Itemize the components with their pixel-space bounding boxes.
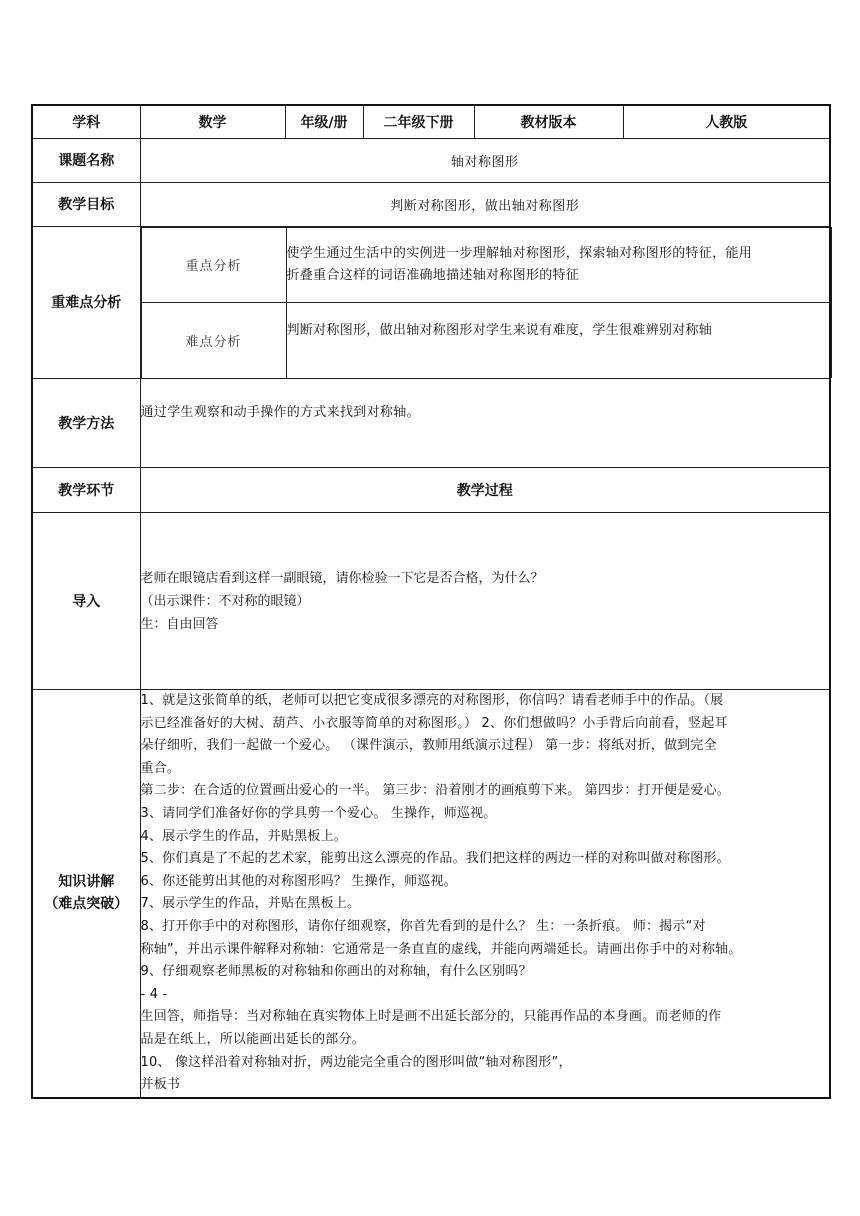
knowledge-line: 第二步：在合适的位置画出爱心的一半。 第三步：沿着刚才的画痕剪下来。 第四步：打开便是爱心。 [140,783,730,799]
header-row [32,105,830,138]
knowledge-label [32,690,140,1098]
subject-label: 学科 [32,105,140,138]
goal-value: 判断对称图形，做出轴对称图形 [140,182,830,226]
knowledge-line: 4、展示学生的作品，并贴黑板上。 [140,828,347,844]
topic-value: 轴对称图形 [140,138,830,182]
intro-line: （出示课件：不对称的眼镜） [140,593,310,609]
topic-row [32,138,830,182]
key-point-label: 重点分析 [141,227,286,302]
analysis-label: 重难点分析 [32,226,140,379]
difficulty-text: 判断对称图形，做出轴对称图形对学生来说有难度，学生很难辨别对称轴 [286,302,831,378]
knowledge-line: 朵仔细听，我们一起做一个爱心。 （课件演示，教师用纸演示过程） 第一步：将纸对折，做到完全 [140,738,717,754]
knowledge-label-line1: 知识讲解 [58,874,115,891]
knowledge-content [140,690,830,1098]
key-point-text [286,227,831,302]
topic-label: 课题名称 [32,138,140,182]
intro-line: 老师在眼镜店看到这样一副眼镜，请你检验一下它是否合格，为什么？ [140,570,544,586]
analysis-row [32,226,830,379]
edition-label: 教材版本 [474,105,623,138]
method-label: 教学方法 [32,379,140,468]
knowledge-line: 5、你们真是了不起的艺术家，能剪出这么漂亮的作品。我们把这样的两边一样的对称叫做对称图形。 [140,851,730,867]
grade-value: 二年级下册 [363,105,474,138]
difficulty-label: 难点分析 [141,302,286,378]
intro-label: 导入 [32,513,140,690]
knowledge-line: 并板书 [140,1077,181,1093]
goal-label: 教学目标 [32,182,140,226]
page-number: - 4 - [140,986,168,1002]
lesson-plan-table [31,104,831,1099]
edition-value: 人教版 [623,105,830,138]
knowledge-line: 示已经准备好的大树、葫芦、小衣服等简单的对称图形。） 2、你们想做吗？小手背后向前看，竖起耳 [140,715,728,731]
subject-value: 数学 [140,105,285,138]
knowledge-line: 8、打开你手中的对称图形，请你仔细观察，你首先看到的是什么？ 生：一条折痕。 师：揭示“对 [140,918,706,934]
knowledge-line: 3、请同学们准备好你的学具剪一个爱心。 生操作，师巡视。 [140,805,497,821]
goal-row [32,182,830,226]
knowledge-line: 9、仔细观察老师黑板的对称轴和你画出的对称轴，有什么区别吗？ [140,964,532,980]
key-point-line-1: 使学生通过生活中的实例进一步理解轴对称图形，探索轴对称图形的特征，能用 [286,245,753,261]
knowledge-row [32,690,830,1098]
method-value: 通过学生观察和动手操作的方式来找到对称轴。 [140,379,830,468]
process-header-row [32,468,830,513]
process-label: 教学环节 [32,468,140,513]
knowledge-line: 6、你还能剪出其他的对称图形吗？ 生操作，师巡视。 [140,873,457,889]
knowledge-line: 重合。 [140,760,181,776]
knowledge-line: 10、 像这样沿着对称轴对折，两边能完全重合的图形叫做“轴对称图形”， [140,1054,572,1070]
analysis-cell [140,226,830,379]
knowledge-line: 称轴”，并出示课件解释对称轴：它通常是一条直直的虚线，并能向两端延长。请画出你手中的对称轴。 [140,941,742,957]
knowledge-label-line2: （难点突破） [44,896,129,913]
knowledge-line: 品是在纸上，所以能画出延长的部分。 [140,1031,365,1047]
intro-line: 生：自由回答 [140,616,219,632]
intro-content [140,513,830,690]
key-point-line-2: 折叠重合这样的词语准确地描述轴对称图形的特征 [286,267,580,283]
intro-row [32,513,830,690]
process-value: 教学过程 [140,468,830,513]
analysis-inner-table [141,227,832,379]
knowledge-line: 1、就是这张简单的纸，老师可以把它变成很多漂亮的对称图形，你信吗？请看老师手中的作品。（展 [140,693,724,708]
grade-label: 年级/册 [285,105,363,138]
knowledge-line: 7、展示学生的作品，并贴在黑板上。 [140,896,361,912]
lesson-plan-sheet [31,104,829,1099]
knowledge-line: 生回答，师指导：当对称轴在真实物体上时是画不出延长部分的，只能再作品的本身画。而老师的作 [140,1009,722,1025]
method-row [32,379,830,468]
